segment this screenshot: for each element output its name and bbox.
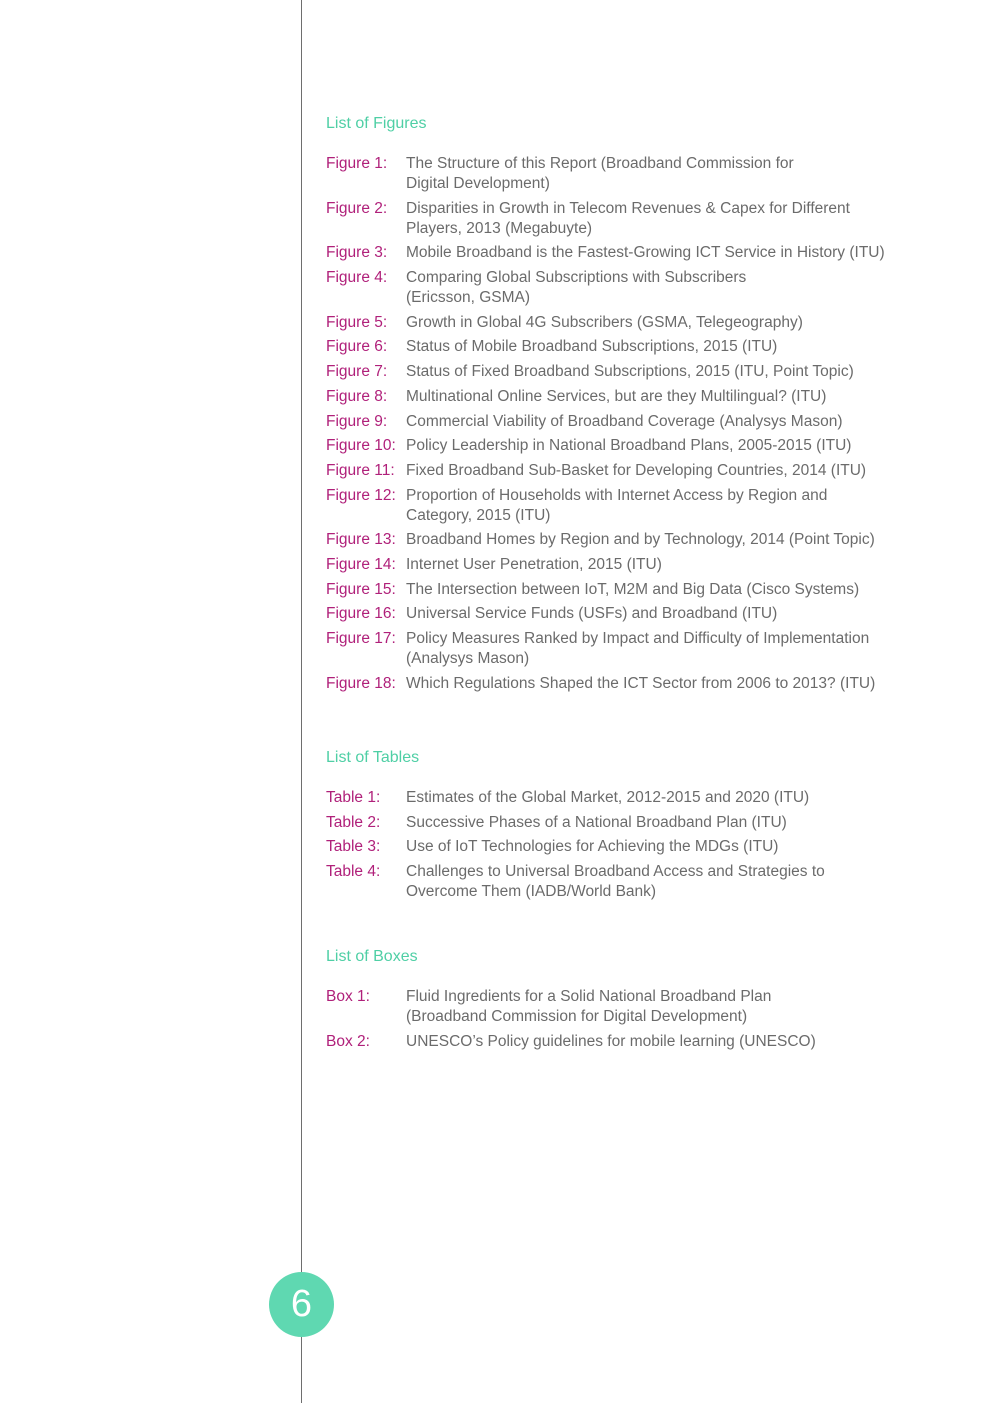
list-entry[interactable] (326, 436, 966, 456)
entry-title (406, 604, 966, 624)
entry-label: Figure 1: (326, 155, 388, 172)
list-entry[interactable] (326, 580, 966, 600)
entry-label: Figure 17: (326, 630, 396, 647)
figures-list (326, 154, 966, 698)
entry-title-line: The Intersection between IoT, M2M and Big Data (Cisco Systems) (406, 580, 860, 598)
entry-title-line: Fixed Broadband Sub-Basket for Developing Countries, 2014 (ITU) (406, 461, 867, 479)
list-entry[interactable] (326, 243, 966, 263)
entry-title-line: Status of Mobile Broadband Subscriptions, 2015 (ITU) (406, 338, 778, 356)
entry-title-line: Players, 2013 (Megabuyte) (406, 219, 593, 237)
list-entry[interactable] (326, 387, 966, 407)
entry-label: Figure 6: (326, 338, 388, 356)
list-entry[interactable] (326, 788, 966, 808)
entry-title (406, 580, 966, 600)
list-entry[interactable] (326, 199, 966, 239)
entry-title-line: (Analysys Mason) (406, 650, 530, 667)
list-entry[interactable] (326, 674, 966, 694)
page-number-badge: 6 (269, 1272, 334, 1337)
entry-title-line: Challenges to Universal Broadband Access and Strategies to (406, 863, 825, 881)
entry-title-line: Policy Leadership in National Broadband Plans, 2005-2015 (ITU) (406, 437, 852, 455)
entry-title-line: (Ericsson, GSMA) (406, 289, 531, 307)
list-entry[interactable] (326, 862, 966, 902)
entry-label: Figure 15: (326, 580, 396, 598)
vertical-rule (301, 0, 302, 1403)
entry-label: Table 2: (326, 813, 381, 831)
list-entry[interactable] (326, 486, 966, 526)
list-entry[interactable] (326, 154, 966, 194)
entry-title (406, 362, 966, 382)
entry-label: Table 4: (326, 863, 381, 881)
entry-title-line: Status of Fixed Broadband Subscriptions, 2015 (ITU, Point Topic) (406, 363, 854, 381)
entry-title (406, 674, 966, 694)
entry-title-line: Estimates of the Global Market, 2012-2015 and 2020 (ITU) (406, 789, 810, 806)
list-entry[interactable] (326, 604, 966, 624)
entry-title (406, 436, 966, 456)
entry-title-line: Digital Development) (406, 175, 550, 192)
entry-label: Figure 10: (326, 437, 396, 455)
entry-title-line: Broadband Homes by Region and by Technology, 2014 (Point Topic) (406, 531, 875, 549)
entry-title-line: Category, 2015 (ITU) (406, 506, 551, 524)
list-of-boxes-title: List of Boxes (326, 948, 418, 965)
entry-title-line: Universal Service Funds (USFs) and Broadband (ITU) (406, 605, 778, 623)
entry-label: Figure 13: (326, 531, 396, 549)
entry-title-line: Internet User Penetration, 2015 (ITU) (406, 555, 662, 573)
entry-title (406, 629, 966, 669)
entry-label: Figure 8: (326, 387, 388, 405)
entry-label: Figure 3: (326, 244, 388, 262)
entry-title-line: The Structure of this Report (Broadband Commission for (406, 155, 794, 172)
entry-title (406, 154, 966, 194)
entry-title (406, 337, 966, 357)
entry-title (406, 387, 966, 407)
list-entry[interactable] (326, 1032, 966, 1052)
entry-title-line: Proportion of Households with Internet Access by Region and (406, 486, 828, 504)
entry-title-line: Use of IoT Technologies for Achieving the MDGs (ITU) (406, 838, 779, 856)
entry-title-line: Overcome Them (IADB/World Bank) (406, 883, 657, 901)
entry-title-line: Mobile Broadband is the Fastest-Growing ICT Service in History (ITU) (406, 244, 885, 262)
list-entry[interactable] (326, 268, 966, 308)
entry-title (406, 243, 966, 263)
entry-label: Box 1: (326, 988, 370, 1005)
list-entry[interactable] (326, 461, 966, 481)
entry-title (406, 268, 966, 308)
list-entry[interactable] (326, 362, 966, 382)
list-entry[interactable] (326, 313, 966, 333)
entry-title-line: Multinational Online Services, but are they Multilingual? (ITU) (406, 387, 827, 405)
list-entry[interactable] (326, 337, 966, 357)
entry-title (406, 313, 966, 333)
boxes-list (326, 987, 966, 1056)
entry-title-line: UNESCO’s Policy guidelines for mobile learning (UNESCO) (406, 1032, 816, 1050)
entry-title (406, 862, 966, 902)
entry-title (406, 788, 966, 808)
entry-title-line: Which Regulations Shaped the ICT Sector from 2006 to 2013? (ITU) (406, 674, 876, 692)
entry-title (406, 461, 966, 481)
entry-label: Figure 11: (326, 461, 395, 479)
entry-title (406, 199, 966, 239)
list-entry[interactable] (326, 987, 966, 1027)
entry-label: Figure 12: (326, 486, 396, 504)
entry-title-line: (Broadband Commission for Digital Development) (406, 1008, 748, 1025)
list-entry[interactable] (326, 530, 966, 550)
entry-label: Figure 9: (326, 412, 388, 430)
entry-label: Figure 7: (326, 363, 388, 381)
list-entry[interactable] (326, 412, 966, 432)
entry-title-line: Commercial Viability of Broadband Coverage (Analysys Mason) (406, 412, 843, 430)
entry-title-line: Policy Measures Ranked by Impact and Difficulty of Implementation (406, 630, 870, 647)
entry-title (406, 987, 966, 1027)
entry-label: Table 3: (326, 838, 381, 856)
entry-label: Figure 14: (326, 555, 396, 573)
list-entry[interactable] (326, 837, 966, 857)
entry-title (406, 813, 966, 833)
entry-label: Table 1: (326, 789, 381, 806)
entry-label: Figure 16: (326, 605, 396, 623)
entry-title (406, 486, 966, 526)
list-of-figures-title: List of Figures (326, 115, 427, 132)
entry-title-line: Growth in Global 4G Subscribers (GSMA, Telegeography) (406, 313, 803, 331)
entry-label: Figure 18: (326, 674, 396, 692)
entry-label: Figure 2: (326, 199, 388, 217)
tables-list (326, 788, 966, 907)
entry-title (406, 555, 966, 575)
entry-title-line: Disparities in Growth in Telecom Revenues & Capex for Different (406, 199, 850, 217)
entry-title-line: Successive Phases of a National Broadband Plan (ITU) (406, 813, 787, 831)
entry-title (406, 412, 966, 432)
entry-title-line: Fluid Ingredients for a Solid National Broadband Plan (406, 988, 772, 1005)
entry-title (406, 530, 966, 550)
entry-title-line: Comparing Global Subscriptions with Subscribers (406, 269, 747, 287)
entry-title (406, 1032, 966, 1052)
entry-label: Figure 5: (326, 313, 388, 331)
list-entry[interactable] (326, 813, 966, 833)
entry-title (406, 837, 966, 857)
list-of-tables-title: List of Tables (326, 749, 420, 766)
list-entry[interactable] (326, 629, 966, 669)
entry-label: Figure 4: (326, 269, 388, 287)
list-entry[interactable] (326, 555, 966, 575)
entry-label: Box 2: (326, 1032, 370, 1050)
